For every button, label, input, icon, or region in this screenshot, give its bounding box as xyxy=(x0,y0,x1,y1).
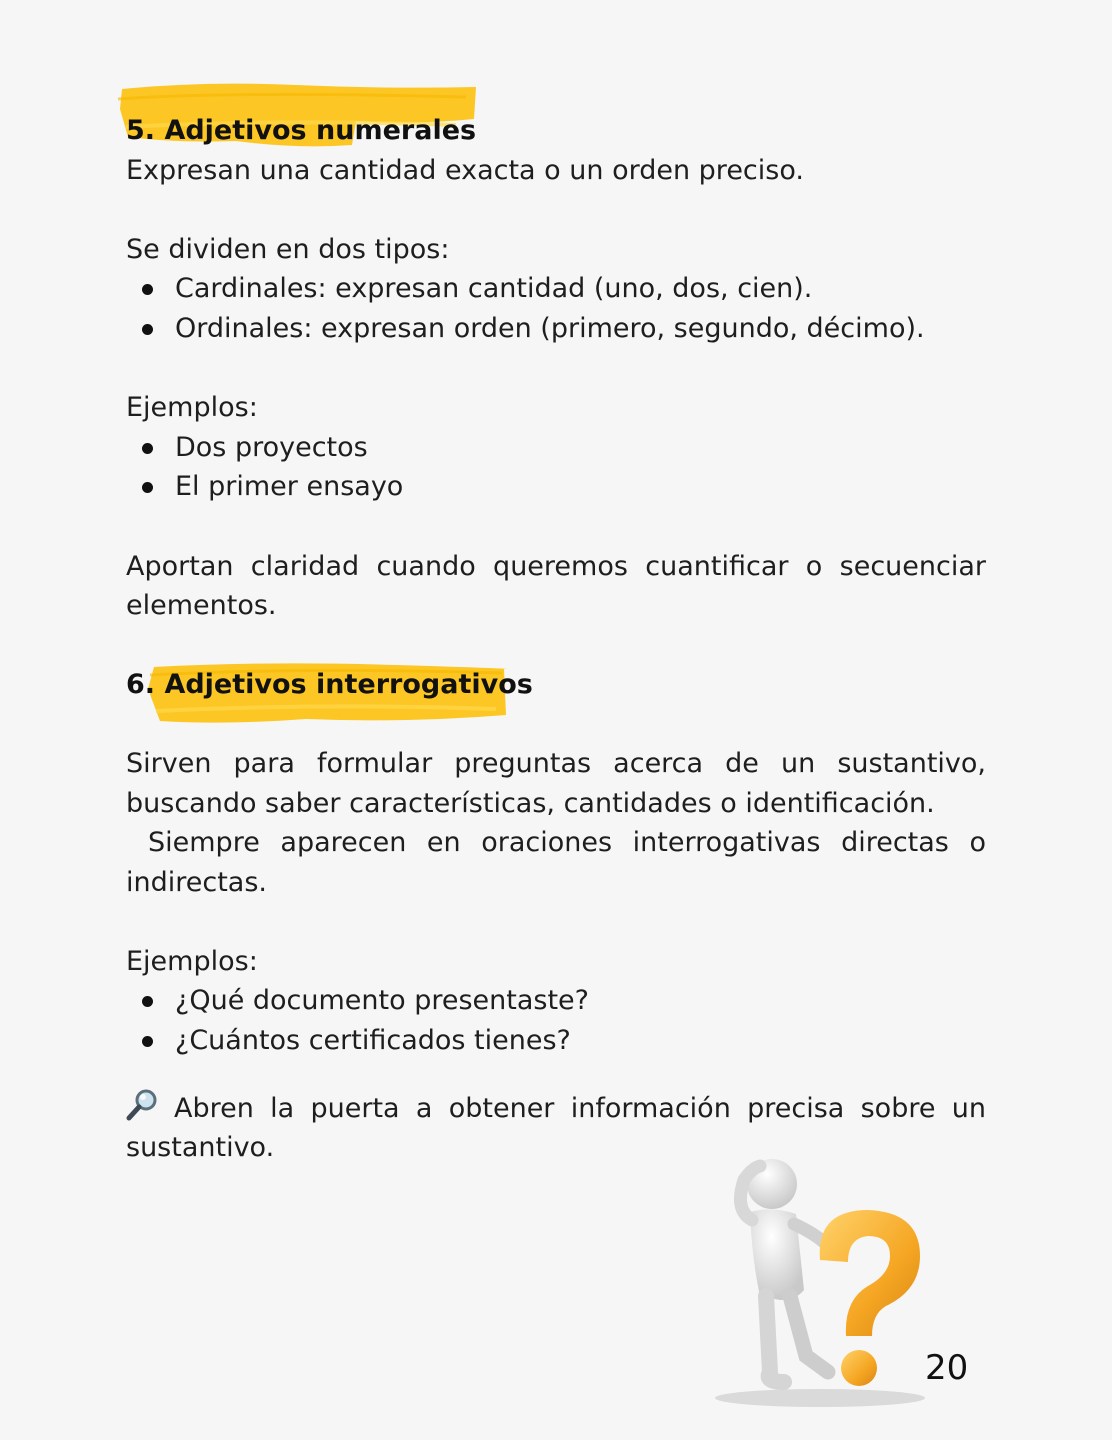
section-6-intro: Sirven para formular preguntas acerca de un sustantivo, buscando saber características, cantidades o identificación. xyxy=(126,747,986,819)
bullet-icon xyxy=(142,443,153,454)
section-6-closing: Abren la puerta a obtener información precisa sobre un sustantivo. xyxy=(126,1087,986,1168)
list-item: Ordinales: expresan orden (primero, segundo, décimo). xyxy=(126,309,986,349)
bullet-icon xyxy=(142,1036,153,1047)
section-5-intro: Expresan una cantidad exacta o un orden preciso. xyxy=(126,154,804,186)
section-5-closing: Aportan claridad cuando queremos cuantificar o secuenciar elementos. xyxy=(126,550,986,622)
section-5-title: 5. Adjetivos numerales xyxy=(126,115,477,146)
section-5-heading xyxy=(126,111,476,151)
section-5-types-list xyxy=(126,269,986,348)
section-5-types-intro: Se dividen en dos tipos: xyxy=(126,233,450,265)
section-6-heading xyxy=(126,665,533,705)
thinking-person-question-mark-illustration xyxy=(700,1150,940,1410)
page-content xyxy=(126,0,986,1168)
list-item: ¿Cuántos certificados tienes? xyxy=(126,1021,986,1061)
section-5-examples-list xyxy=(126,428,986,507)
bullet-icon xyxy=(142,482,153,493)
magnifying-glass-icon xyxy=(126,1087,160,1121)
bullet-icon xyxy=(142,324,153,335)
section-6-intro-2: Siempre aparecen en oraciones interrogativas directas o indirectas. xyxy=(126,827,986,898)
section-6-examples-label: Ejemplos: xyxy=(126,945,258,977)
list-item: El primer ensayo xyxy=(126,467,986,507)
section-5-examples-label: Ejemplos: xyxy=(126,392,258,424)
list-item: ¿Qué documento presentaste? xyxy=(126,981,986,1021)
page-number: 20 xyxy=(925,1348,969,1388)
list-item: Dos proyectos xyxy=(126,428,986,468)
bullet-icon xyxy=(142,996,153,1007)
section-6-title: 6. Adjetivos interrogativos xyxy=(126,668,533,700)
section-6-examples-list xyxy=(126,981,986,1060)
bullet-icon xyxy=(142,284,153,295)
list-item: Cardinales: expresan cantidad (uno, dos, cien). xyxy=(126,269,986,309)
